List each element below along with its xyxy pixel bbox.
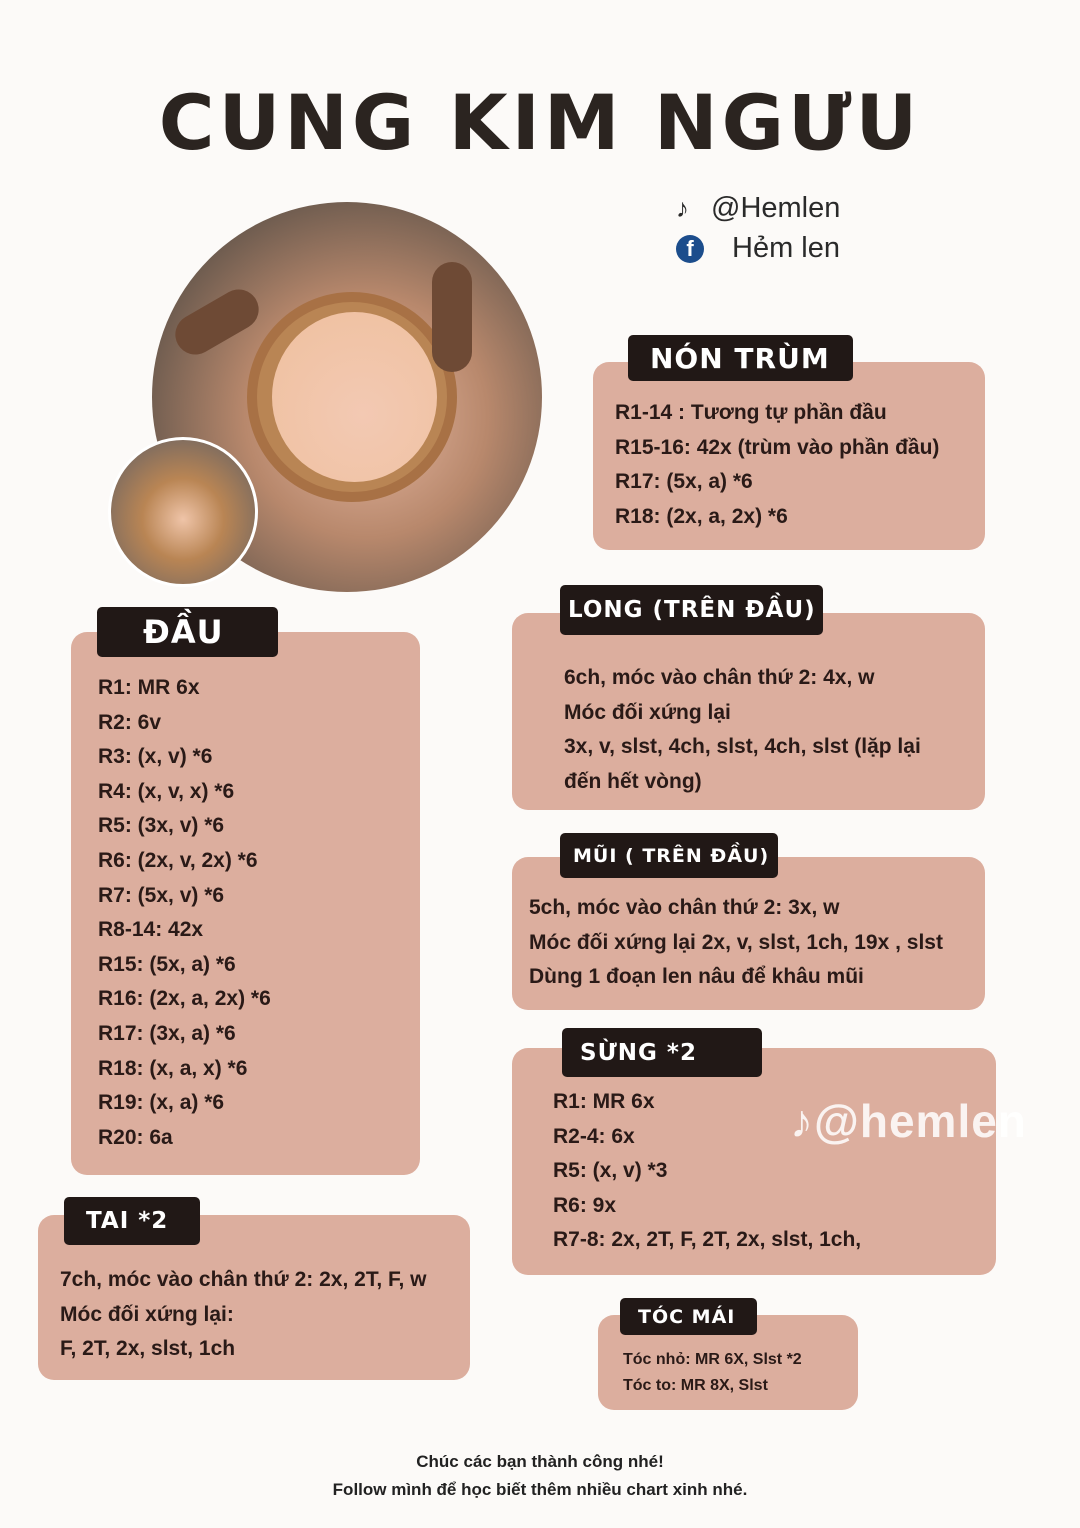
- mui-instructions: 5ch, móc vào chân thứ 2: 3x, w Móc đối xứng lại 2x, v, slst, 1ch, 19x , slst Dùng 1 đoạn len nâu để khâu mũi: [529, 896, 943, 989]
- dau-instructions: R1: MR 6x R2: 6v R3: (x, v) *6 R4: (x, v, x) *6 R5: (3x, v) *6 R6: (2x, v, 2x) *6 R7: (5x, v) *6 R8-14: 42x R15: (5x, a) *6 R16: (2x, a, 2x) *6 R17: (3x, a) *6 R18: (x, a, x) *6 R19: (x, a) *6 R20: 6a: [98, 676, 271, 1149]
- sung-heading: SỪNG *2: [562, 1028, 762, 1077]
- toc-mai-heading: TÓC MÁI: [620, 1298, 757, 1335]
- horn-right: [432, 262, 472, 372]
- toc-mai-instructions: Tóc nhỏ: MR 6X, Slst *2 Tóc to: MR 8X, Slst: [623, 1351, 802, 1394]
- non-trum-heading: NÓN TRÙM: [628, 335, 853, 381]
- tiktok-watermark-icon: ♪: [790, 1095, 814, 1147]
- tiktok-watermark: ♪@hemlen: [790, 1095, 1027, 1147]
- amigurumi-face: [272, 312, 437, 482]
- horn-left: [168, 282, 266, 362]
- tai-instructions: 7ch, móc vào chân thứ 2: 2x, 2T, F, w Móc đối xứng lại: F, 2T, 2x, slst, 1ch: [60, 1268, 427, 1361]
- sung-instructions: R1: MR 6x R2-4: 6x R5: (x, v) *3 R6: 9x R7-8: 2x, 2T, F, 2T, 2x, slst, 1ch,: [553, 1090, 862, 1252]
- tiktok-icon: ♪: [676, 193, 689, 223]
- tiktok-handle[interactable]: ♪ @Hemlen: [676, 192, 841, 224]
- non-trum-instructions: R1-14 : Tương tự phần đầu R15-16: 42x (trùm vào phần đầu) R17: (5x, a) *6 R18: (2x, a, 2x) *6: [615, 401, 940, 528]
- page-title: CUNG KIM NGƯU: [158, 78, 922, 167]
- product-photo-small: [108, 437, 258, 587]
- facebook-handle[interactable]: f Hẻm len: [676, 232, 840, 265]
- dau-heading: ĐẦU: [97, 607, 278, 657]
- long-instructions: 6ch, móc vào chân thứ 2: 4x, w Móc đối xứng lại 3x, v, slst, 4ch, slst, 4ch, slst (lặp lại đến hết vòng): [564, 666, 921, 793]
- tai-heading: TAI *2: [64, 1197, 200, 1245]
- long-heading: LONG (TRÊN ĐẦU): [560, 585, 823, 635]
- mui-heading: MŨI ( TRÊN ĐẦU): [560, 833, 778, 878]
- footer: Chúc các bạn thành công nhé! Follow mình để học biết thêm nhiều chart xinh nhé.: [332, 1452, 748, 1499]
- facebook-icon: f: [676, 235, 704, 263]
